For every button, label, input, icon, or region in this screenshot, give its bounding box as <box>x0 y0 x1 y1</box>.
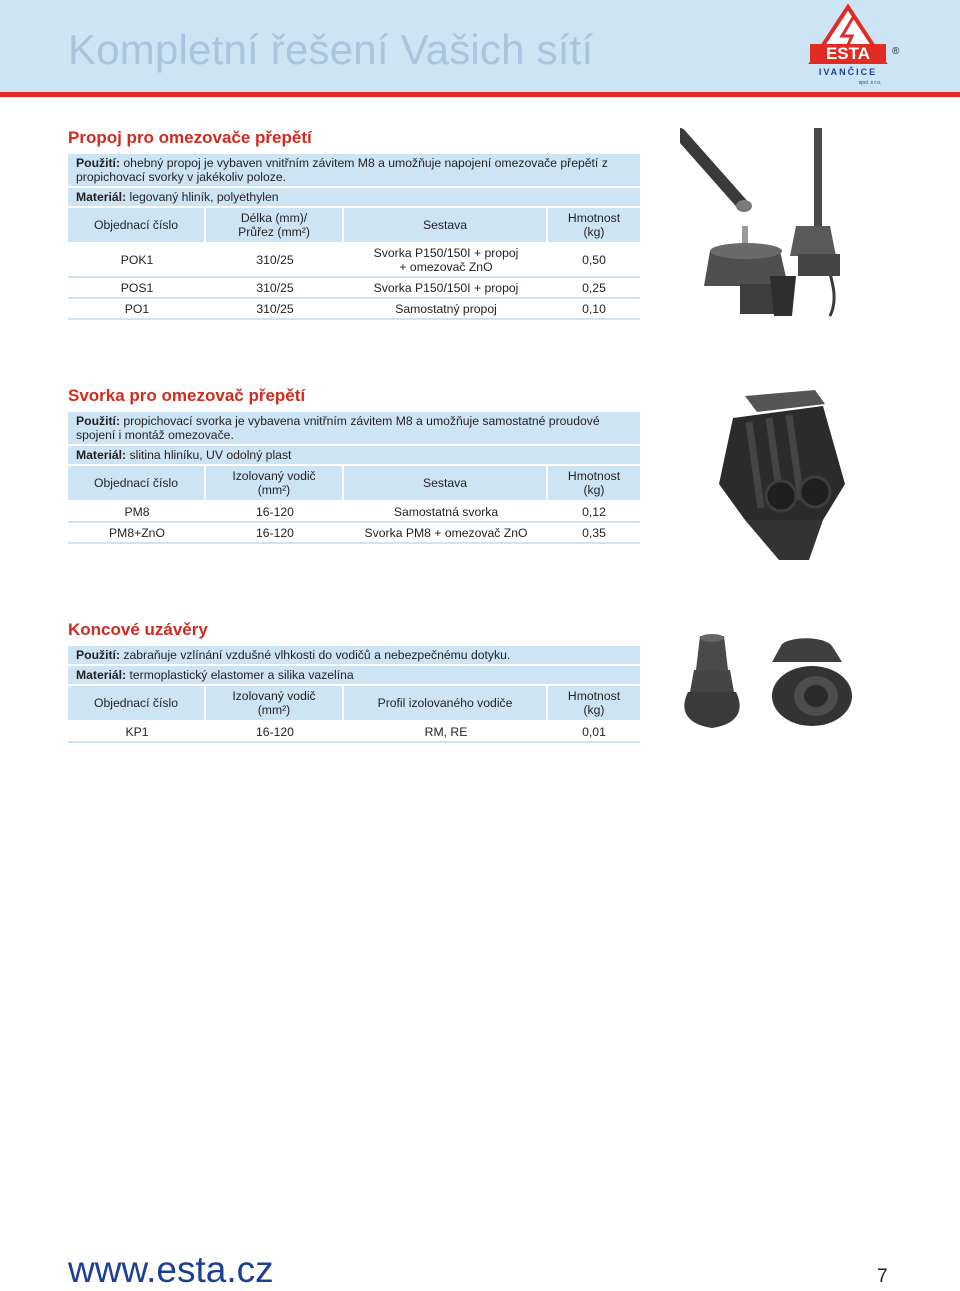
table-row <box>68 502 640 523</box>
table-row <box>68 278 640 299</box>
usage-text: propichovací svorka je vybavena vnitřním závitem M8 a umožňuje samostatné proudové spojení i montáž omezovače. <box>76 414 600 442</box>
table-cell: 16-120 <box>206 502 344 523</box>
svorka-product-image <box>705 388 855 563</box>
material-row <box>68 446 640 466</box>
table-cell: 0,12 <box>548 502 640 523</box>
table-cell: 310/25 <box>206 299 344 320</box>
logo-name: ESTA <box>825 44 871 63</box>
usage-text: ohebný propoj je vybaven vnitřním závitem M8 a umožňuje napojení omezovače přepětí z propichovací svorky v jakékoliv poloze. <box>76 156 608 184</box>
material-text: termoplastický elastomer a silika vazelína <box>126 668 354 682</box>
usage-row <box>68 154 640 188</box>
table-cell: KP1 <box>68 722 206 743</box>
column-header: Hmotnost (kg) <box>548 208 640 244</box>
logo-tagline: spol. s r.o. <box>858 80 882 86</box>
usage-label: Použití: <box>76 414 121 428</box>
table-row <box>68 722 640 743</box>
table-row <box>68 244 640 278</box>
section-title: Propoj pro omezovače přepětí <box>68 128 312 147</box>
column-header: Délka (mm)/ Průřez (mm²) <box>206 208 344 244</box>
usage-label: Použití: <box>76 156 121 170</box>
usage-row <box>68 412 640 446</box>
page-number: 7 <box>877 1266 888 1287</box>
table-cell: RM, RE <box>344 722 548 743</box>
table-header-row <box>68 686 640 722</box>
table-cell: 0,25 <box>548 278 640 299</box>
logo-subtitle: IVANČICE <box>818 67 878 77</box>
table-cell: 0,10 <box>548 299 640 320</box>
column-header: Hmotnost (kg) <box>548 466 640 502</box>
column-header: Objednací číslo <box>68 208 206 244</box>
section-title: Koncové uzávěry <box>68 620 208 639</box>
column-header: Profil izolovaného vodiče <box>344 686 548 722</box>
section-propoj <box>68 128 640 320</box>
table-cell: 0,01 <box>548 722 640 743</box>
column-header: Objednací číslo <box>68 466 206 502</box>
table-cell: Svorka P150/150I + propoj <box>344 278 548 299</box>
table-cell: POK1 <box>68 244 206 278</box>
material-text: slitina hliníku, UV odolný plast <box>126 448 292 462</box>
table-cell: PO1 <box>68 299 206 320</box>
material-label: Materiál: <box>76 668 127 682</box>
column-header: Sestava <box>344 208 548 244</box>
table-cell: 16-120 <box>206 722 344 743</box>
spec-table <box>68 686 640 743</box>
table-row <box>68 299 640 320</box>
table-header-row <box>68 208 640 244</box>
table-cell: 310/25 <box>206 278 344 299</box>
esta-logo <box>806 4 902 88</box>
table-cell: Svorka P150/150I + propoj + omezovač ZnO <box>344 244 548 278</box>
table-cell: 0,50 <box>548 244 640 278</box>
table-header-row <box>68 466 640 502</box>
table-cell: Svorka PM8 + omezovač ZnO <box>344 523 548 544</box>
table-cell: 310/25 <box>206 244 344 278</box>
section-title: Svorka pro omezovač přepětí <box>68 386 306 405</box>
table-cell: Samostatná svorka <box>344 502 548 523</box>
material-row <box>68 666 640 686</box>
material-label: Materiál: <box>76 190 127 204</box>
column-header: Hmotnost (kg) <box>548 686 640 722</box>
footer-website[interactable]: www.esta.cz <box>68 1249 274 1290</box>
material-row <box>68 188 640 208</box>
table-cell: POS1 <box>68 278 206 299</box>
table-cell: Samostatný propoj <box>344 299 548 320</box>
header-divider <box>0 92 960 97</box>
column-header: Objednací číslo <box>68 686 206 722</box>
table-cell: PM8+ZnO <box>68 523 206 544</box>
table-cell: 16-120 <box>206 523 344 544</box>
usage-row <box>68 646 640 666</box>
spec-table <box>68 466 640 544</box>
section-koncove-uzavery <box>68 620 640 743</box>
column-header: Izolovaný vodič (mm²) <box>206 686 344 722</box>
page-title: Kompletní řešení Vašich sítí <box>68 26 594 73</box>
table-cell: 0,35 <box>548 523 640 544</box>
propoj-product-image <box>680 126 860 321</box>
column-header: Izolovaný vodič (mm²) <box>206 466 344 502</box>
usage-text: zabraňuje vzlínání vzdušné vlhkosti do vodičů a nebezpečnému dotyku. <box>120 648 511 662</box>
section-svorka <box>68 386 640 544</box>
logo-registered: ® <box>892 46 900 57</box>
spec-table <box>68 208 640 320</box>
material-label: Materiál: <box>76 448 127 462</box>
usage-label: Použití: <box>76 648 121 662</box>
table-cell: PM8 <box>68 502 206 523</box>
end-cap-product-image <box>682 630 862 730</box>
column-header: Sestava <box>344 466 548 502</box>
table-row <box>68 523 640 544</box>
material-text: legovaný hliník, polyethylen <box>126 190 279 204</box>
